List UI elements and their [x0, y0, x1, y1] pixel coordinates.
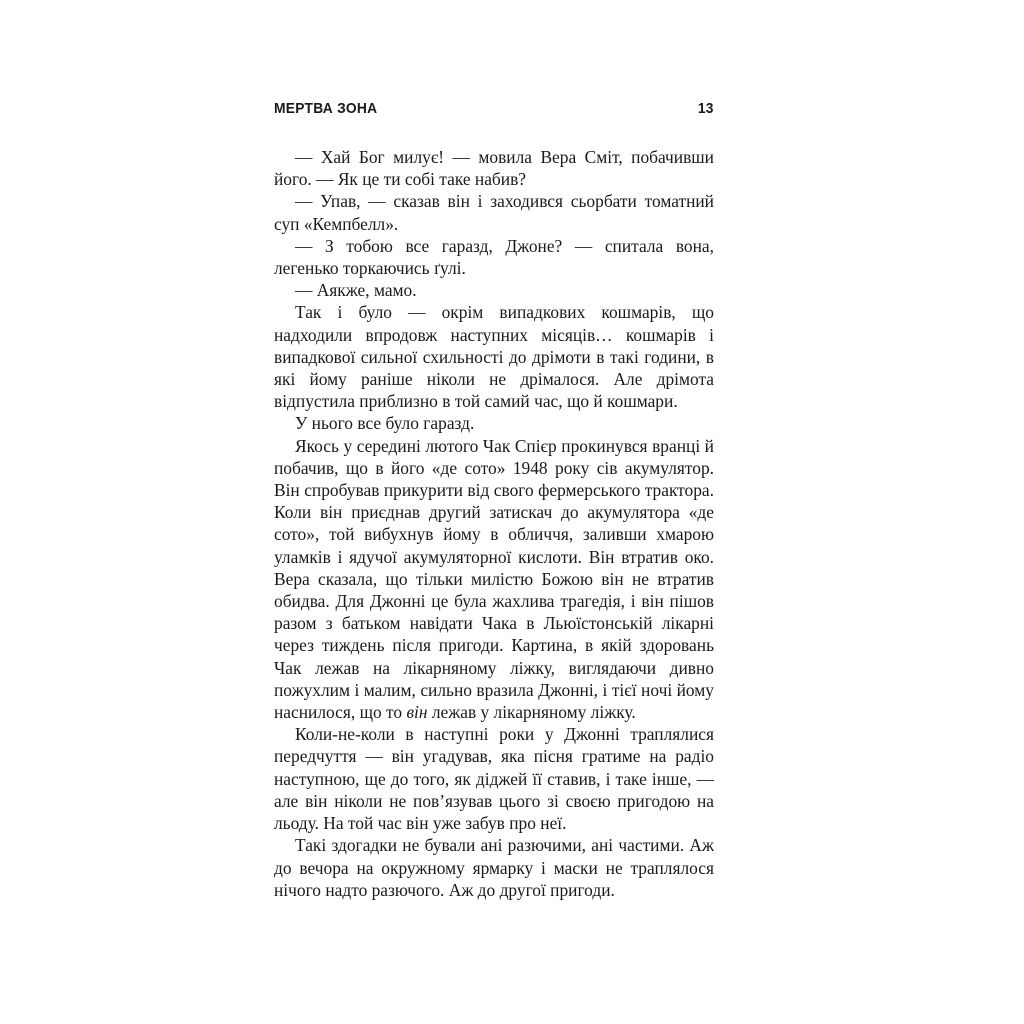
book-page [274, 100, 714, 901]
paragraph [274, 435, 714, 724]
page-number: 13 [697, 100, 714, 117]
paragraph: Так і було — окрім випадкових кошмарів, що надходили впродовж наступних місяців… кошмарів і випадкової сильної схильності до дрімоти в такі години, в які йому раніше ніколи не дрімалося. Але дрімота відпустила приблизно в той самий час, що й кошмари. [274, 302, 714, 412]
paragraph: У нього все було гаразд. [295, 413, 475, 434]
paragraph: Коли-не-коли в наступні роки у Джонні траплялися передчуття — він угадував, яка пісня гратиме на радіо наступною, ще до того, як діджей її ставив, і таке інше, — але він ніколи не пов’язував цього зі своєю пригодою на льоду. На той час він уже забув про неї. [274, 724, 714, 834]
paragraph: — З тобою все гаразд, Джоне? — спитала вона, легенько торкаючись ґулі. [274, 235, 714, 279]
paragraph-text: Якось у середині лютого Чак Спієр прокинувся вранці й побачив, що в його «де сото» 1948 року сів акумулятор. Він спробував прикурити від свого фермерського трактора. Коли він приєднав другий затискач до акумулятора «де сото», той вибухнув йому в обличчя, заливши хмарою уламків і ядучої акумуляторної кислоти. Він втратив око. Вера сказала, що тільки милістю Божою він не втратив обидва. Для Джонні це була жахлива трагедія, і він пішов разом з батьком навідати Чака в Льюїстонській лікарні через тиждень після пригоди. Картина, в якій здоровань Чак лежав на лікарняному ліжку, виглядаючи дивно пожухлим і малим, сильно вразила Джонні, і тієї ночі йому наснилося, що то [274, 435, 714, 723]
body-text [274, 146, 714, 901]
paragraph: — Хай Бог милує! — мовила Вера Сміт, побачивши його. — Як це ти собі таке набив? [274, 147, 714, 190]
emphasis-word: він [406, 702, 428, 723]
paragraph-text: лежав у лікарняному ліжку. [431, 702, 636, 723]
paragraph: — Упав, — сказав він і заходився сьорбати томатний суп «Кемпбелл». [274, 191, 714, 234]
book-title: МЕРТВА ЗОНА [274, 100, 378, 117]
running-header [274, 100, 714, 130]
paragraph: Такі здогадки не бували ані разючими, ані частими. Аж до вечора на окружному ярмарку і маски не траплялося нічого надто разючого. Аж до другої пригоди. [274, 835, 714, 900]
paragraph: — Аякже, мамо. [295, 280, 417, 301]
